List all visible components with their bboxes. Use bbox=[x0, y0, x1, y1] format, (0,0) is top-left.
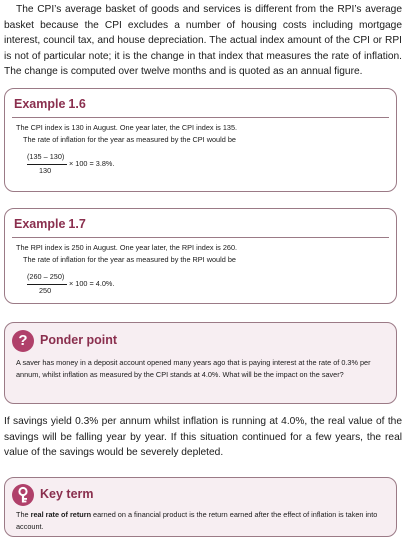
formula-numerator: (260 – 250) bbox=[27, 272, 65, 281]
formula-result: × 100 = 3.8%. bbox=[69, 159, 115, 168]
key-icon bbox=[12, 484, 34, 506]
formula bbox=[27, 272, 147, 302]
divider bbox=[12, 117, 389, 118]
key-term-word: real rate of return bbox=[30, 510, 92, 519]
fraction-bar bbox=[27, 164, 67, 165]
fraction-bar bbox=[27, 284, 67, 285]
intro-paragraph: The CPI’s average basket of goods and services is different from the RPI’s average basket because the CPI excludes a number of housing costs including mortgage interest, council tax, and house depreciation. The actual index amount of the CPI or RPI is not of particular note; it is the change in that index that measures the rate of inflation. The change is computed over twelve months and is quoted as an annual figure. bbox=[4, 4, 402, 77]
example-body bbox=[16, 122, 387, 146]
example-line-1: The CPI index is 130 in August. One year later, the CPI index is 135. bbox=[16, 123, 238, 132]
example-body bbox=[16, 242, 387, 266]
formula-denominator: 250 bbox=[39, 286, 52, 295]
example-line-2: The rate of inflation for the year as measured by the CPI would be bbox=[23, 135, 236, 145]
question-mark-icon: ? bbox=[12, 330, 34, 352]
example-line-2: The rate of inflation for the year as measured by the RPI would be bbox=[23, 255, 236, 265]
divider bbox=[12, 237, 389, 238]
example-title bbox=[14, 97, 86, 111]
formula-result: × 100 = 4.0%. bbox=[69, 279, 115, 288]
ponder-point-text: A saver has money in a deposit account opened many years ago that is paying interest at the rate of 0.3% per annum, whilst inflation as measured by the CPI stands at 4.0%. What will be the impact on the saver? bbox=[16, 358, 371, 380]
example-number: 1.7 bbox=[68, 217, 86, 231]
ponder-point-title: Ponder point bbox=[40, 333, 118, 347]
example-box-1-7 bbox=[4, 208, 397, 304]
formula bbox=[27, 152, 147, 182]
key-term-title: Key term bbox=[40, 487, 94, 501]
example-label: Example bbox=[14, 217, 66, 231]
example-title bbox=[14, 217, 86, 231]
formula-denominator: 130 bbox=[39, 166, 52, 175]
formula-numerator: (135 – 130) bbox=[27, 152, 65, 161]
key-term-definition: The real rate of return earned on a financial product is the return earned after the effect of inflation is taken into account. bbox=[16, 510, 378, 532]
example-line-1: The RPI index is 250 in August. One year later, the RPI index is 260. bbox=[16, 243, 238, 252]
example-label: Example bbox=[14, 97, 66, 111]
body-paragraph: If savings yield 0.3% per annum whilst inflation is running at 4.0%, the real value of the savings will be falling year by year. If this situation continued for a few years, the real value of the savings would be severely depleted. bbox=[4, 416, 402, 458]
ponder-point-box bbox=[4, 322, 397, 404]
key-term-box bbox=[4, 477, 397, 537]
example-box-1-6 bbox=[4, 88, 397, 192]
example-number: 1.6 bbox=[68, 97, 86, 111]
